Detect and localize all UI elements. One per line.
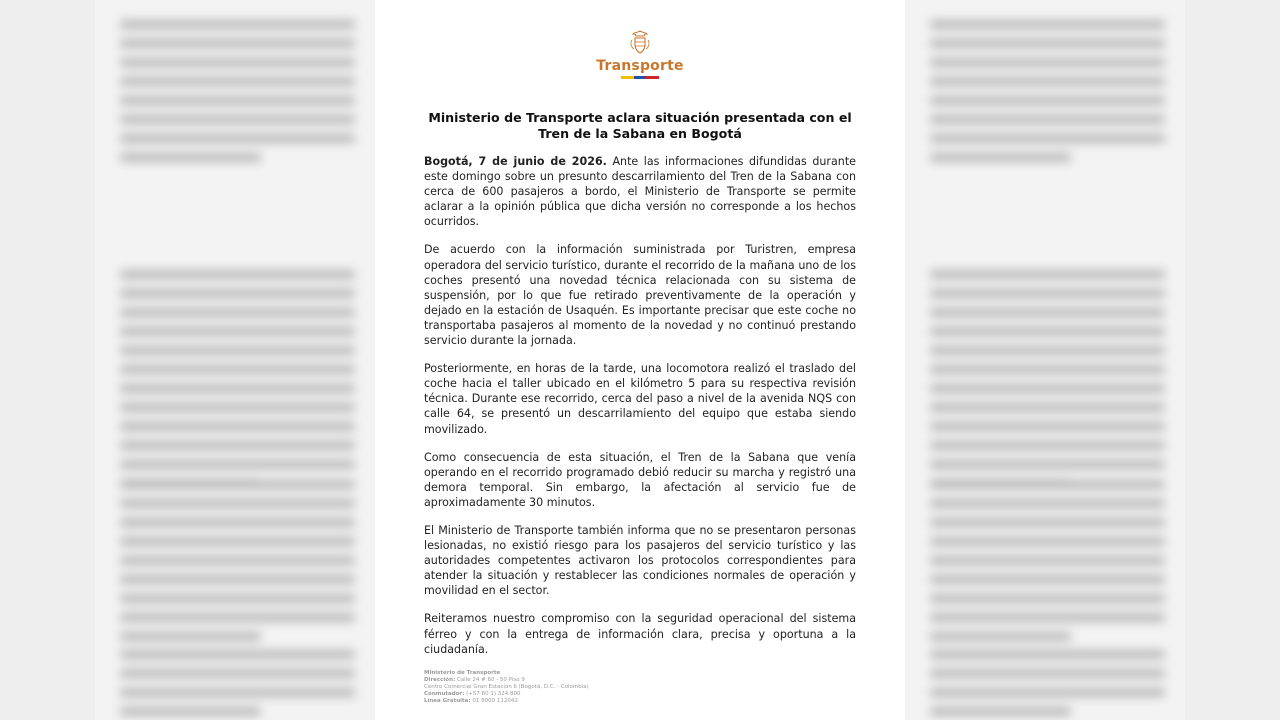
dateline: Bogotá, 7 de junio de 2026. xyxy=(424,155,607,168)
footer-contact xyxy=(424,670,724,705)
blurred-text-line xyxy=(120,499,355,508)
blurred-text-line xyxy=(930,39,1165,48)
blurred-text-line xyxy=(930,537,1165,546)
blurred-text-line xyxy=(120,153,261,162)
blurred-text-line xyxy=(120,289,355,298)
blurred-text-line xyxy=(120,384,355,393)
blurred-text-line xyxy=(930,115,1165,124)
blurred-text-line xyxy=(120,518,355,527)
flag-stripe xyxy=(621,76,659,79)
blurred-text-line xyxy=(120,346,355,355)
blurred-text-line xyxy=(120,669,355,678)
blurred-text-line xyxy=(120,58,355,67)
footer-line-label: Línea Gratuita: xyxy=(424,698,471,704)
blurred-text-line xyxy=(120,39,355,48)
footer-address: Calle 24 # 60 - 50 Piso 9 xyxy=(455,677,525,683)
paragraph-1 xyxy=(424,154,856,229)
paragraph-3: Posteriormente, en horas de la tarde, una locomotora realizó el traslado del coche hacia el taller ubicado en el kilómetro 5 para su respectiva revisión técnica. Durante ese recorrido, cerca del paso a nivel de la avenida NQS con calle 64, se presentó un descarrilamiento del equipo que estaba siendo movilizado. xyxy=(424,362,856,436)
paragraph-4: Como consecuencia de esta situación, el Tren de la Sabana que venía operando en el recorrido programado debió reducir su marcha y registró una demora temporal. Sin embargo, la afectación al servicio fue de aproximadamente 30 minutos. xyxy=(424,450,856,509)
blurred-text-line xyxy=(930,499,1165,508)
blurred-text-line xyxy=(120,594,355,603)
blurred-text-line xyxy=(930,96,1165,105)
blurred-text-line xyxy=(120,441,355,450)
blurred-text-line xyxy=(930,422,1165,431)
blurred-text-line xyxy=(930,518,1165,527)
blurred-text-line xyxy=(120,632,261,641)
footer-line: 01 8000 112042 xyxy=(470,698,518,704)
footer-address-label: Dirección: xyxy=(424,677,456,683)
blurred-text-line xyxy=(120,650,355,659)
blurred-text-line xyxy=(120,575,355,584)
blurred-text-line xyxy=(120,327,355,336)
blurred-text-line xyxy=(930,403,1165,412)
blurred-text-line xyxy=(120,460,355,469)
blurred-text-line xyxy=(930,308,1165,317)
blurred-text-line xyxy=(930,441,1165,450)
blurred-text-line xyxy=(930,20,1165,29)
blurred-text-line xyxy=(930,365,1165,374)
blurred-text-line xyxy=(120,556,355,565)
paragraph-6: Reiteramos nuestro compromiso con la seguridad operacional del sistema férreo y con la entrega de información clara, precisa y oportuna a la ciudadanía. xyxy=(424,612,856,656)
blurred-text-line xyxy=(930,77,1165,86)
flag-blue xyxy=(634,76,647,79)
blurred-text-line xyxy=(930,460,1165,469)
paragraph-2: De acuerdo con la información suministrada por Turistren, empresa operadora del servicio turístico, durante el recorrido de la mañana uno de los coches presentó una novedad técnica relacionada con su sistema de suspensión, por lo que fue retirado preventivamente de la operación y dejado en la estación de Usaquén. Es importante precisar que este coche no transportaba pasajeros al momento de la novedad y no continuó prestando servicio durante la jornada. xyxy=(424,243,856,348)
blurred-text-line xyxy=(930,270,1165,279)
footer-phone-label: Conmutador: xyxy=(424,691,465,697)
blurred-text-line xyxy=(120,365,355,374)
blurred-text-line xyxy=(120,613,355,622)
blurred-text-line xyxy=(120,270,355,279)
blurred-text-line xyxy=(930,556,1165,565)
blurred-text-line xyxy=(120,480,355,489)
blurred-text-line xyxy=(930,58,1165,67)
ministry-logo xyxy=(375,30,905,79)
blurred-text-line xyxy=(930,327,1165,336)
logo-text: Transporte xyxy=(596,58,684,74)
document-body xyxy=(424,154,856,670)
blurred-text-line xyxy=(120,707,261,716)
blurred-text-line xyxy=(930,289,1165,298)
blurred-text-line xyxy=(120,403,355,412)
blurred-text-line xyxy=(930,594,1165,603)
blurred-text-line xyxy=(930,384,1165,393)
blurred-text-line xyxy=(930,613,1165,622)
blurred-text-line xyxy=(930,707,1071,716)
blurred-text-line xyxy=(930,650,1165,659)
blurred-text-line xyxy=(930,575,1165,584)
document-page xyxy=(375,0,905,720)
blurred-text-line xyxy=(120,96,355,105)
flag-yellow xyxy=(621,76,634,79)
blurred-text-line xyxy=(930,632,1071,641)
coat-of-arms-icon xyxy=(629,30,651,56)
blurred-text-line xyxy=(120,308,355,317)
footer-phone: (+57 60 1) 324 800 xyxy=(464,691,521,697)
paragraph-1-text: Ante las informaciones difundidas durante este domingo sobre un presunto descarrilamiento del Tren de la Sabana con cerca de 600 pasajeros a bordo, el Ministerio de Transporte se permite aclarar a la opinión pública que dicha versión no corresponde a los hechos ocurridos. xyxy=(424,155,856,229)
blurred-text-line xyxy=(930,153,1071,162)
document-title: Ministerio de Transporte aclara situación presentada con el Tren de la Sabana en Bogotá xyxy=(428,110,852,141)
blurred-text-line xyxy=(930,669,1165,678)
blurred-text-line xyxy=(120,688,355,697)
blurred-text-line xyxy=(120,422,355,431)
blurred-text-line xyxy=(120,537,355,546)
blurred-text-line xyxy=(930,134,1165,143)
blurred-text-line xyxy=(120,134,355,143)
paragraph-5: El Ministerio de Transporte también informa que no se presentaron personas lesionadas, no existió riesgo para los pasajeros del servicio turístico y las autoridades competentes activaron los protocolos correspondientes para atender la situación y restablecer las condiciones normales de operación y movilidad en el sector. xyxy=(424,523,856,598)
blurred-text-line xyxy=(930,688,1165,697)
blurred-text-line xyxy=(930,346,1165,355)
footer-org: Ministerio de Transporte xyxy=(424,670,501,676)
blurred-text-line xyxy=(120,115,355,124)
blurred-text-line xyxy=(930,480,1165,489)
flag-red xyxy=(646,76,659,79)
blurred-text-line xyxy=(120,20,355,29)
background-blur-left xyxy=(95,0,375,720)
footer-address-2: Centro Comercial Gran Estación II (Bogotá, D.C. - Colombia) xyxy=(424,684,589,690)
background-blur-right xyxy=(905,0,1185,720)
blurred-text-line xyxy=(120,77,355,86)
